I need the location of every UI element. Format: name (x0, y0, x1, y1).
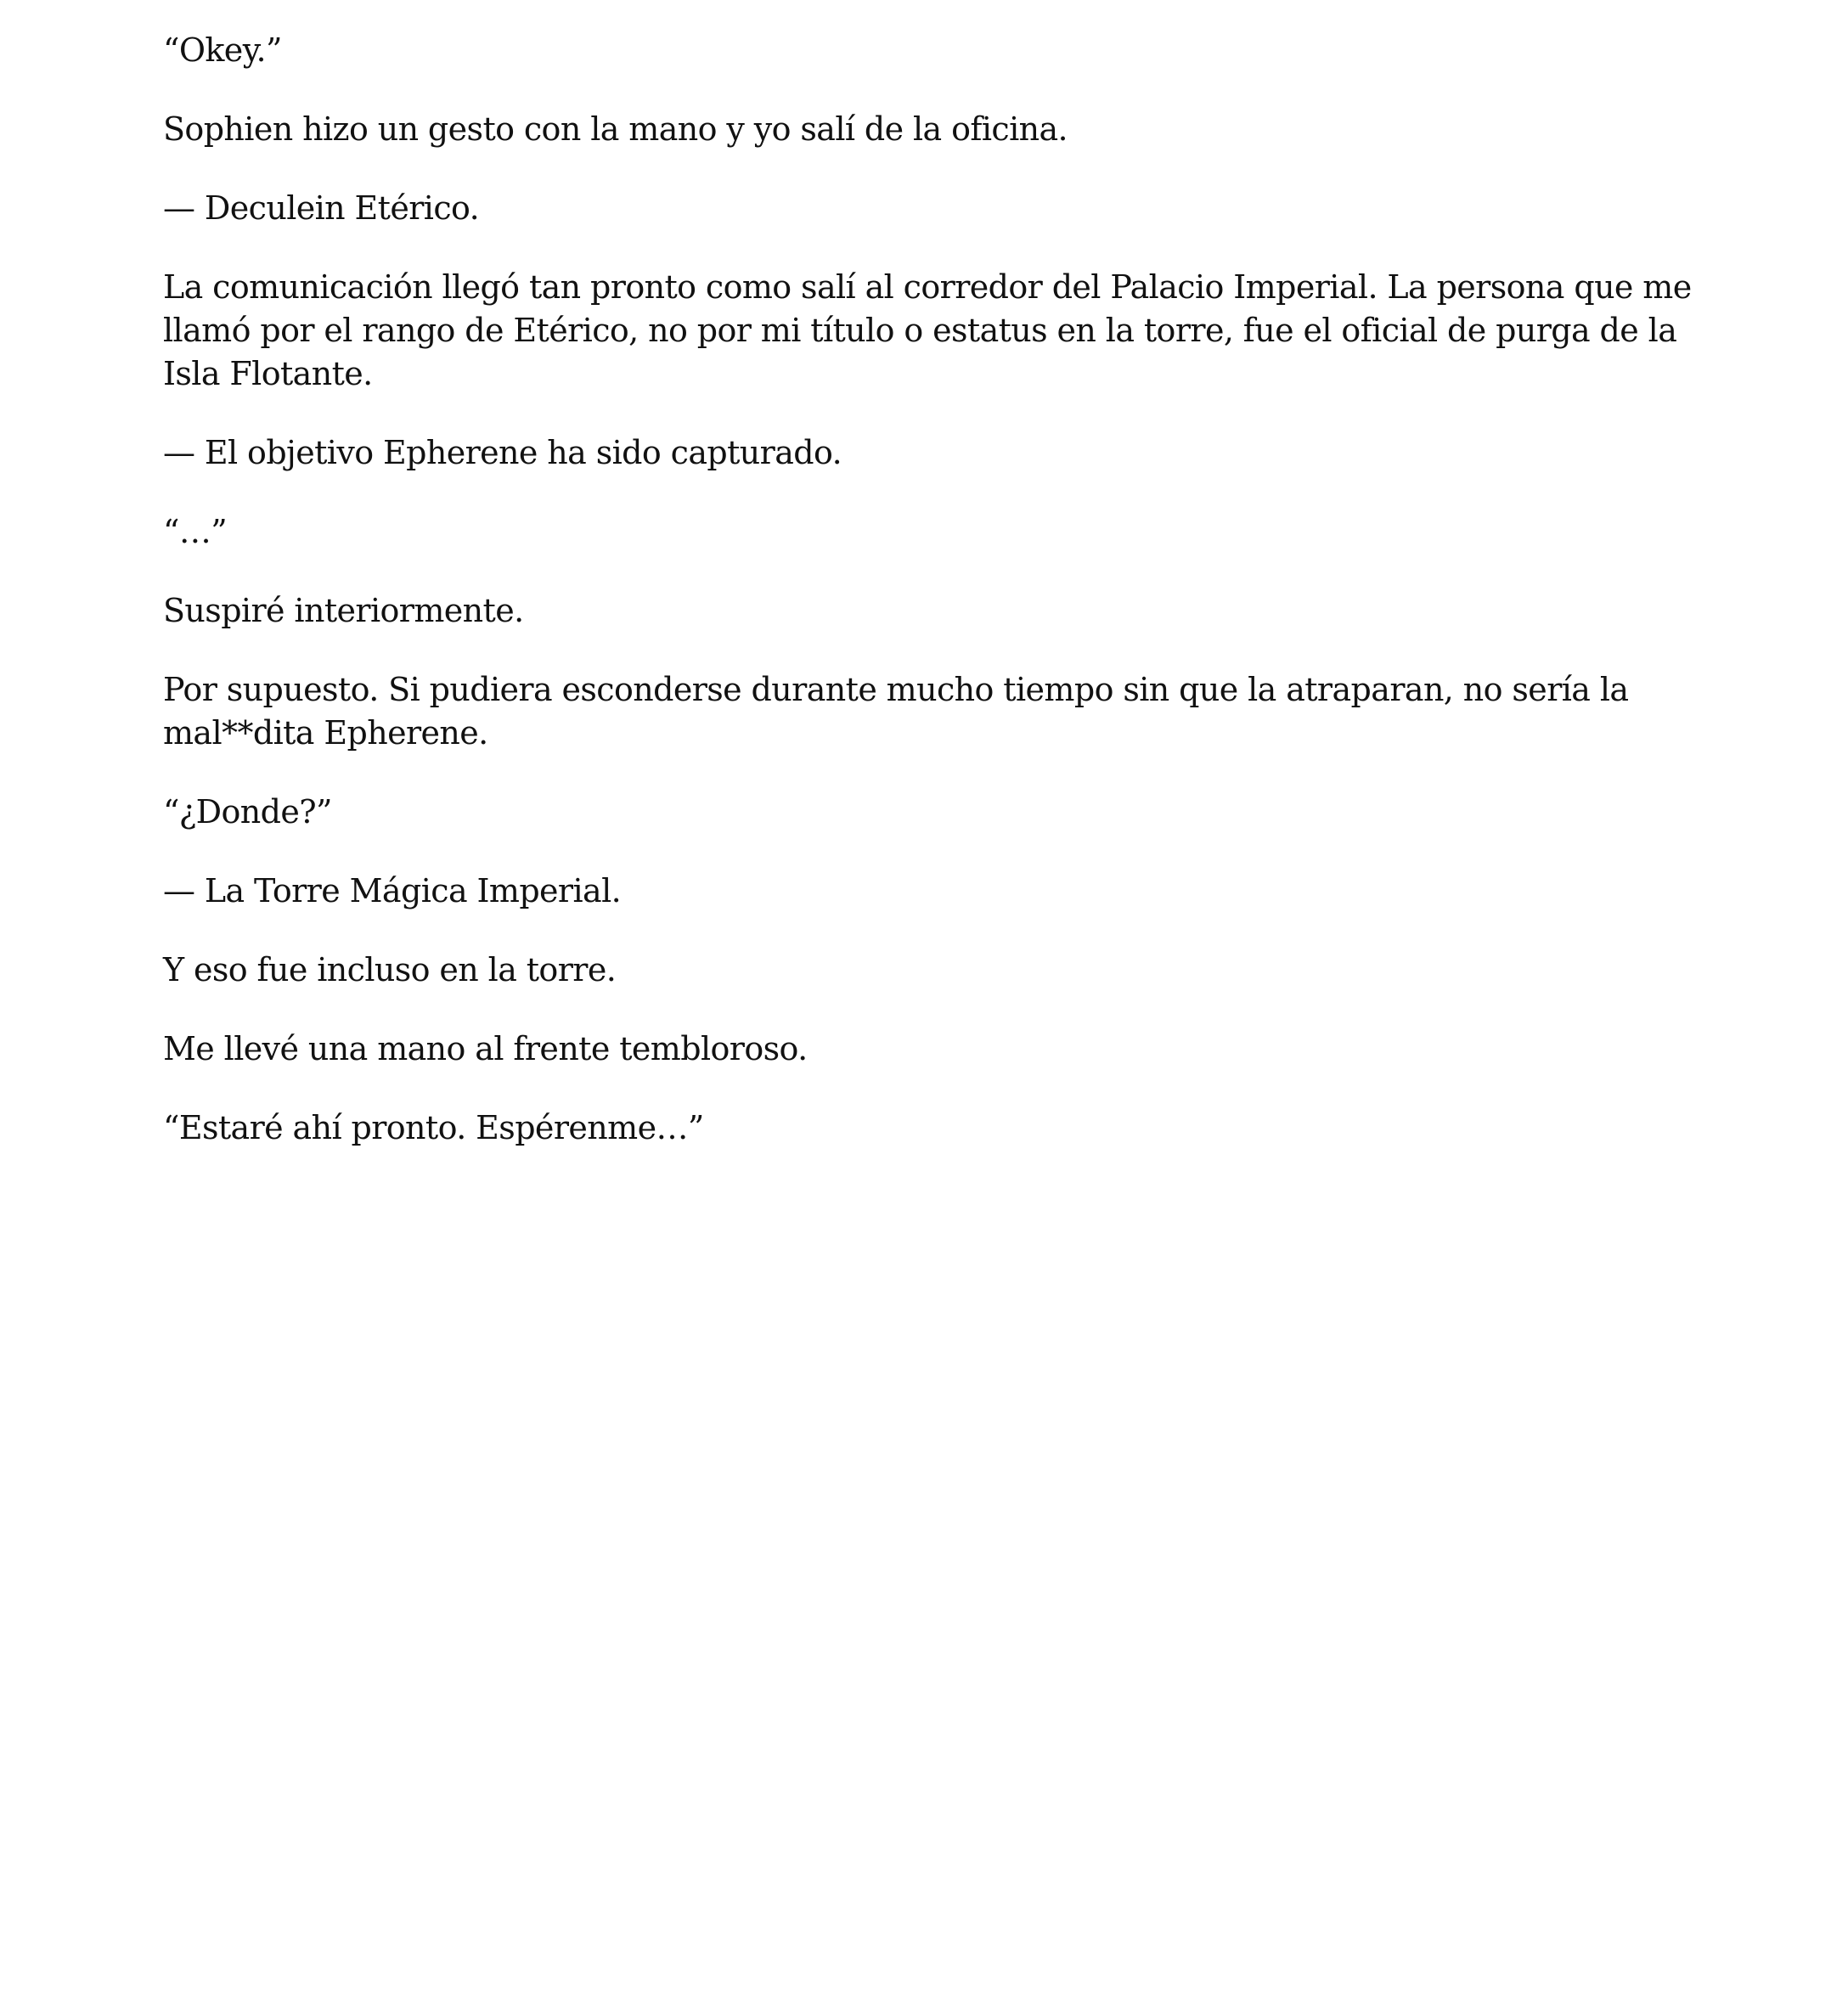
paragraph: Sophien hizo un gesto con la mano y yo salí de la oficina. (163, 110, 1068, 148)
paragraph: “¿Donde?” (163, 793, 332, 831)
paragraph: “…” (163, 513, 228, 550)
paragraph: Y eso fue incluso en la torre. (163, 951, 617, 988)
document-body (163, 29, 1692, 1185)
paragraph: La comunicación llegó tan pronto como salí al corredor del Palacio Imperial. La persona que me llamó por el rango de Etérico, no por mi título o estatus en la torre, fue el oficial de purga de la Isla Flotante. (163, 268, 1692, 392)
paragraph: Por supuesto. Si pudiera esconderse durante mucho tiempo sin que la atraparan, no sería la mal**dita Epherene. (163, 671, 1629, 752)
paragraph: — La Torre Mágica Imperial. (163, 872, 622, 909)
paragraph: Me llevé una mano al frente tembloroso. (163, 1030, 808, 1067)
paragraph: — El objetivo Epherene ha sido capturado. (163, 434, 842, 471)
paragraph: — Deculein Etérico. (163, 189, 480, 227)
paragraph: “Okey.” (163, 31, 282, 69)
paragraph: “Estaré ahí pronto. Espérenme…” (163, 1109, 704, 1146)
paragraph: Suspiré interiormente. (163, 592, 524, 629)
